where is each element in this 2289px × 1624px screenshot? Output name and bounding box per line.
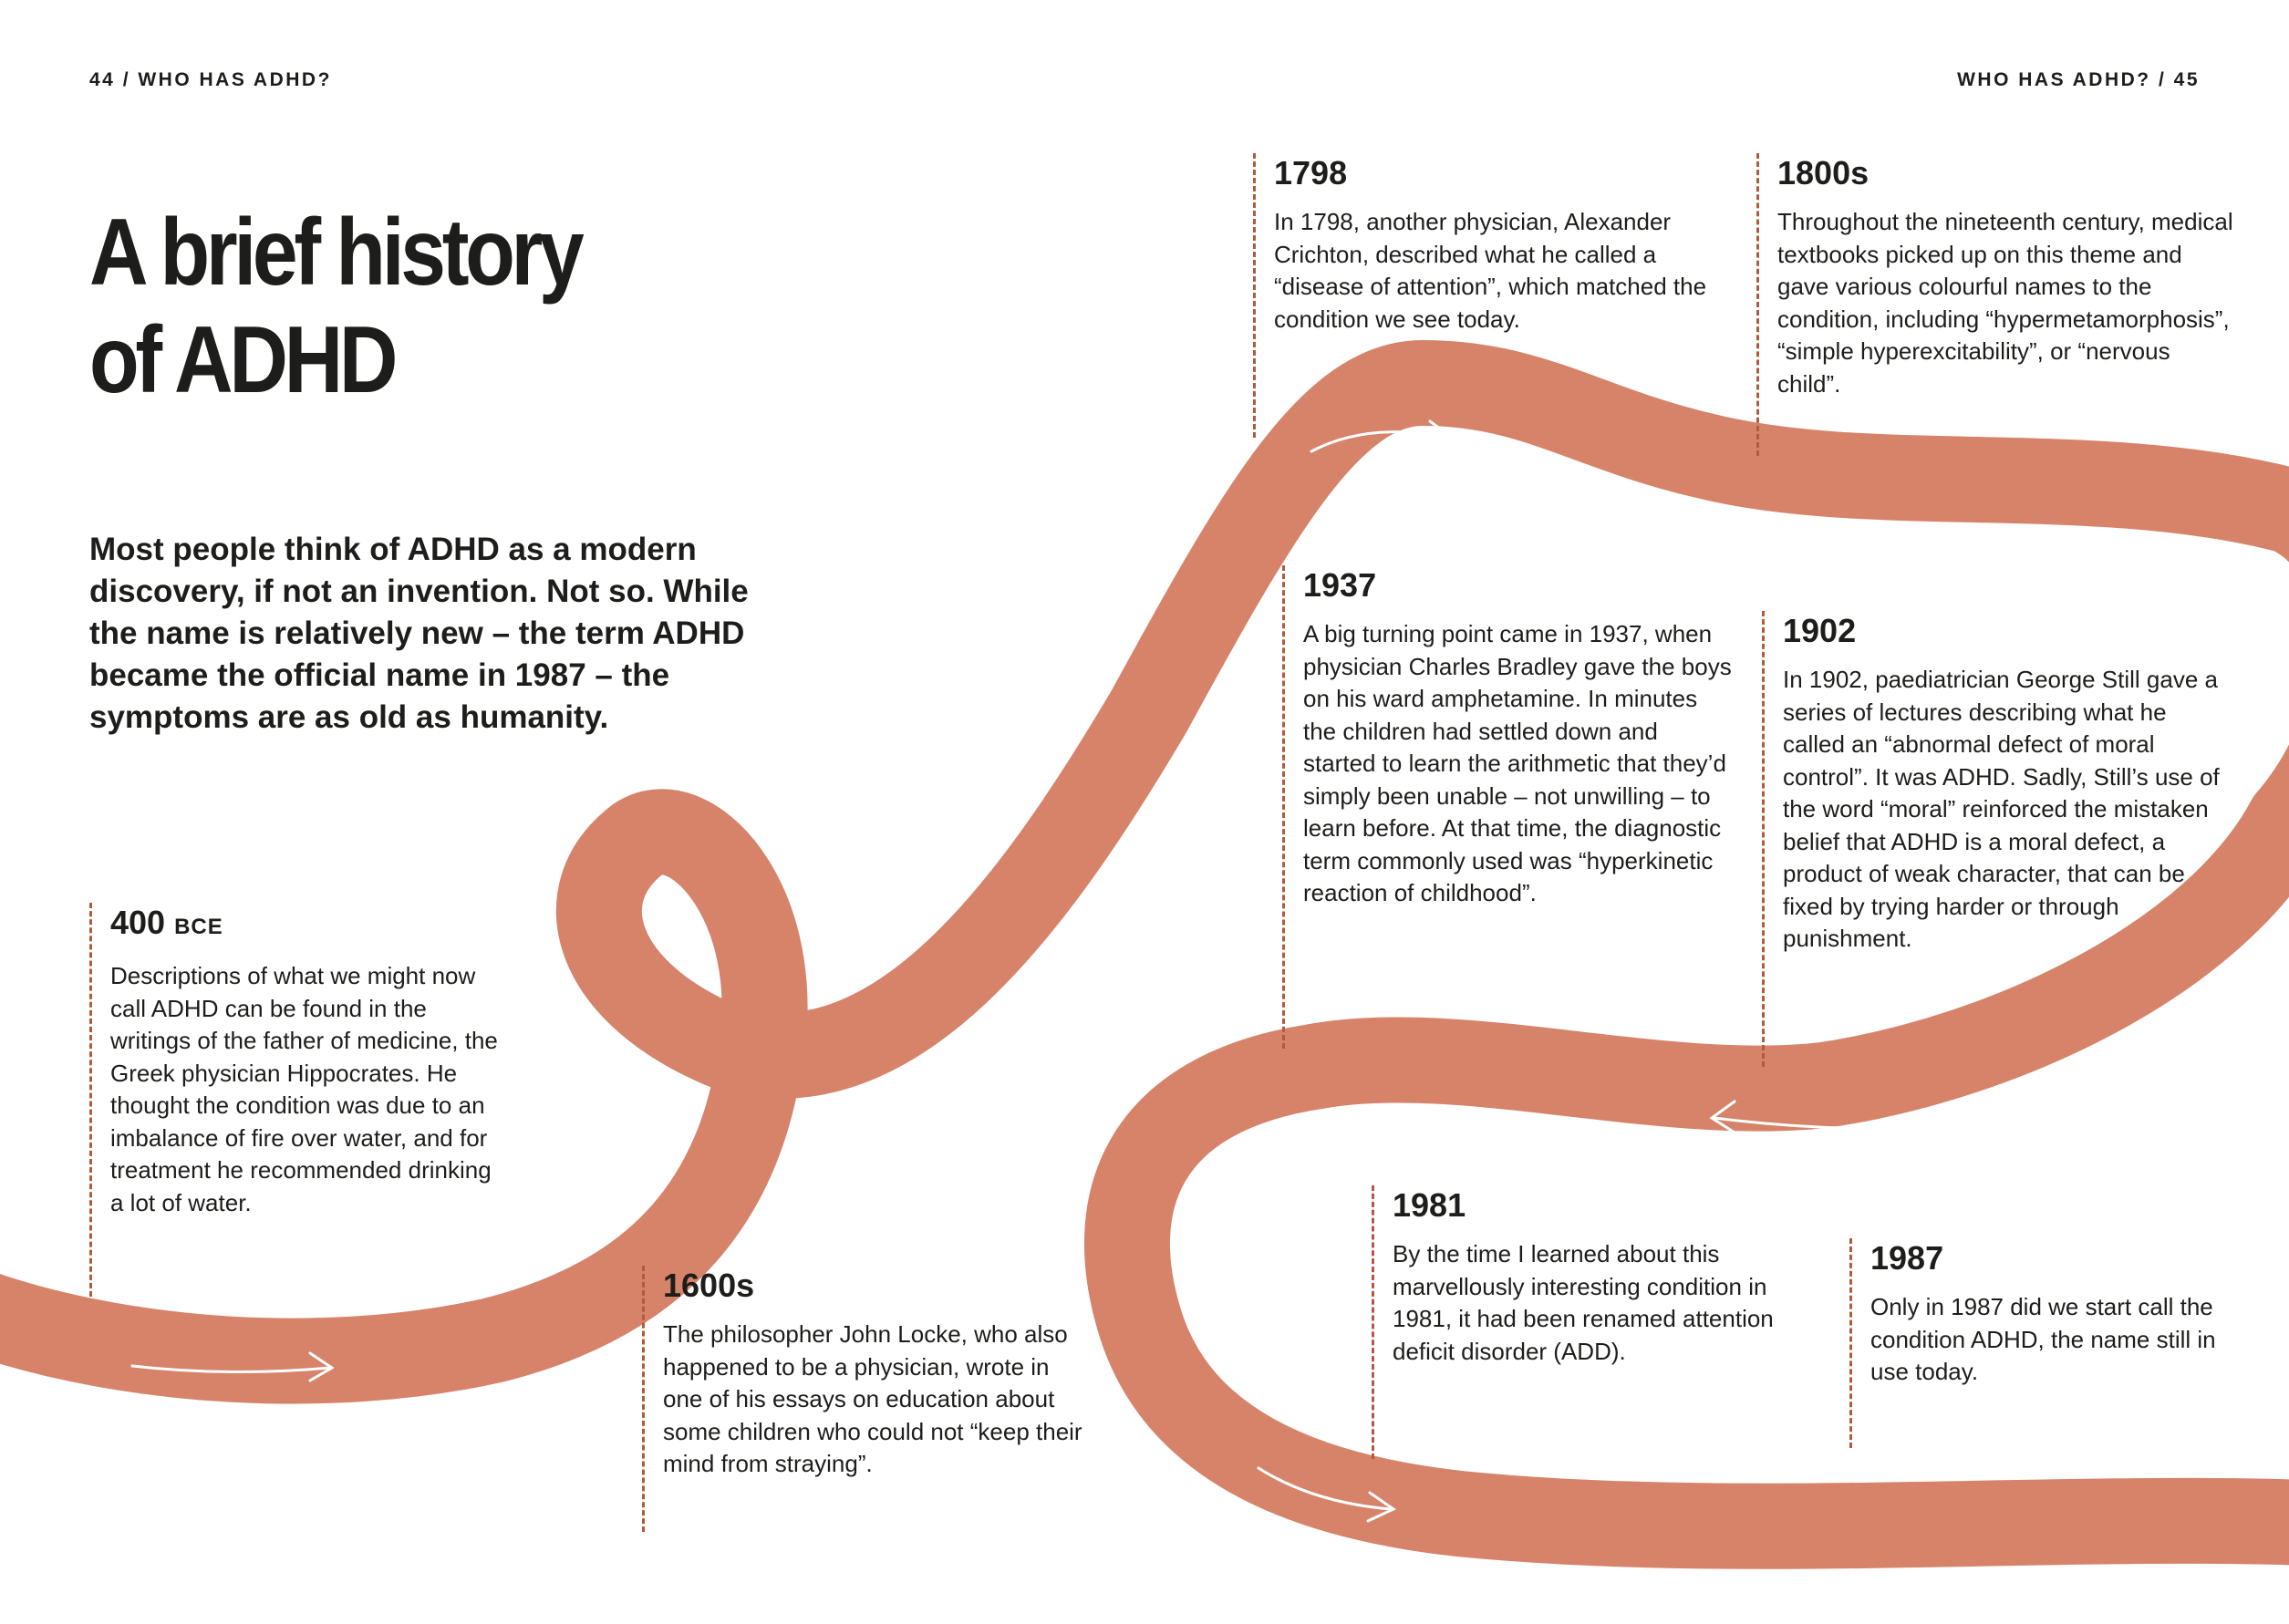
entry-text: Only in 1987 did we start call the condition ADHD, the name still in use today. bbox=[1870, 1293, 2216, 1385]
entry-year: 1937 bbox=[1303, 566, 1377, 604]
entry-year: 400 BCE bbox=[110, 904, 223, 941]
timeline-entry-1800s bbox=[1756, 153, 2233, 456]
entry-era: BCE bbox=[174, 915, 223, 939]
intro-paragraph: Most people think of ADHD as a modern discovery, if not an invention. Not so. While the name is relatively new – the term ADHD became the official name in 1987 – the symptoms are as old as humanity. bbox=[89, 532, 749, 735]
entry-text: A big turning point came in 1937, when physician Charles Bradley gave the boys on his ward amphetamine. In minutes the children had settled down and started to learn the arithmetic that they’d simply been unable – not unwilling – to learn before. At that time, the diagnostic term commonly used was “hyperkinetic reaction of childhood”. bbox=[1303, 620, 1732, 906]
entry-text: In 1902, paediatrician George Still gave a series of lectures describing what he called an “abnormal defect of moral control”. It was ADHD. Sadly, Still’s use of the word “moral” reinforced the mistaken belief that ADHD is a moral defect, a product of weak character, that can be fixed by trying harder or through punishment. bbox=[1783, 666, 2220, 952]
timeline-entry-400bce bbox=[89, 903, 502, 1297]
page-title-line-1: A brief history bbox=[89, 200, 581, 305]
timeline-entry-1902 bbox=[1762, 611, 2230, 1067]
entry-text: Throughout the nineteenth century, medical textbooks picked up on this theme and gave various colourful names to the condition, including “hypermetamorphosis”, “simple hyperexcitability”, or “nervous child”. bbox=[1777, 208, 2233, 398]
running-header-right: WHO HAS ADHD? / 45 bbox=[1957, 69, 2200, 90]
entry-text: The philosopher John Locke, who also happened to be a physician, wrote in one of his essays on education about some children who could not “keep their mind from straying”. bbox=[663, 1320, 1082, 1477]
timeline-entry-1798 bbox=[1253, 153, 1739, 438]
entry-year: 1981 bbox=[1393, 1186, 1466, 1224]
entry-text: Descriptions of what we might now call ADHD can be found in the writings of the father of medicine, the Greek physician Hippocrates. He thought the condition was due to an imbalance of fire over water, and for treatment he recommended drinking a lot of water. bbox=[110, 962, 498, 1216]
entry-year: 1800s bbox=[1777, 154, 1870, 191]
entry-year: 1600s bbox=[663, 1267, 755, 1304]
page-title bbox=[89, 199, 580, 414]
page-title-line-2: of ADHD bbox=[89, 307, 395, 413]
running-header-left: 44 / WHO HAS ADHD? bbox=[89, 69, 332, 90]
entry-year: 1987 bbox=[1870, 1239, 1944, 1277]
entry-text: In 1798, another physician, Alexander Crichton, described what he called a “disease of attention”, which matched the condition we see today. bbox=[1274, 208, 1707, 333]
timeline-entry-1987 bbox=[1849, 1238, 2235, 1448]
entry-text: By the time I learned about this marvellously interesting condition in 1981, it had been renamed attention deficit disorder (ADD). bbox=[1393, 1240, 1774, 1365]
timeline-entry-1981 bbox=[1372, 1185, 1803, 1459]
entry-year: 1798 bbox=[1274, 154, 1348, 191]
timeline-entry-1600s bbox=[642, 1266, 1082, 1532]
timeline-entry-1937 bbox=[1282, 565, 1732, 1049]
entry-year: 1902 bbox=[1783, 612, 1857, 649]
